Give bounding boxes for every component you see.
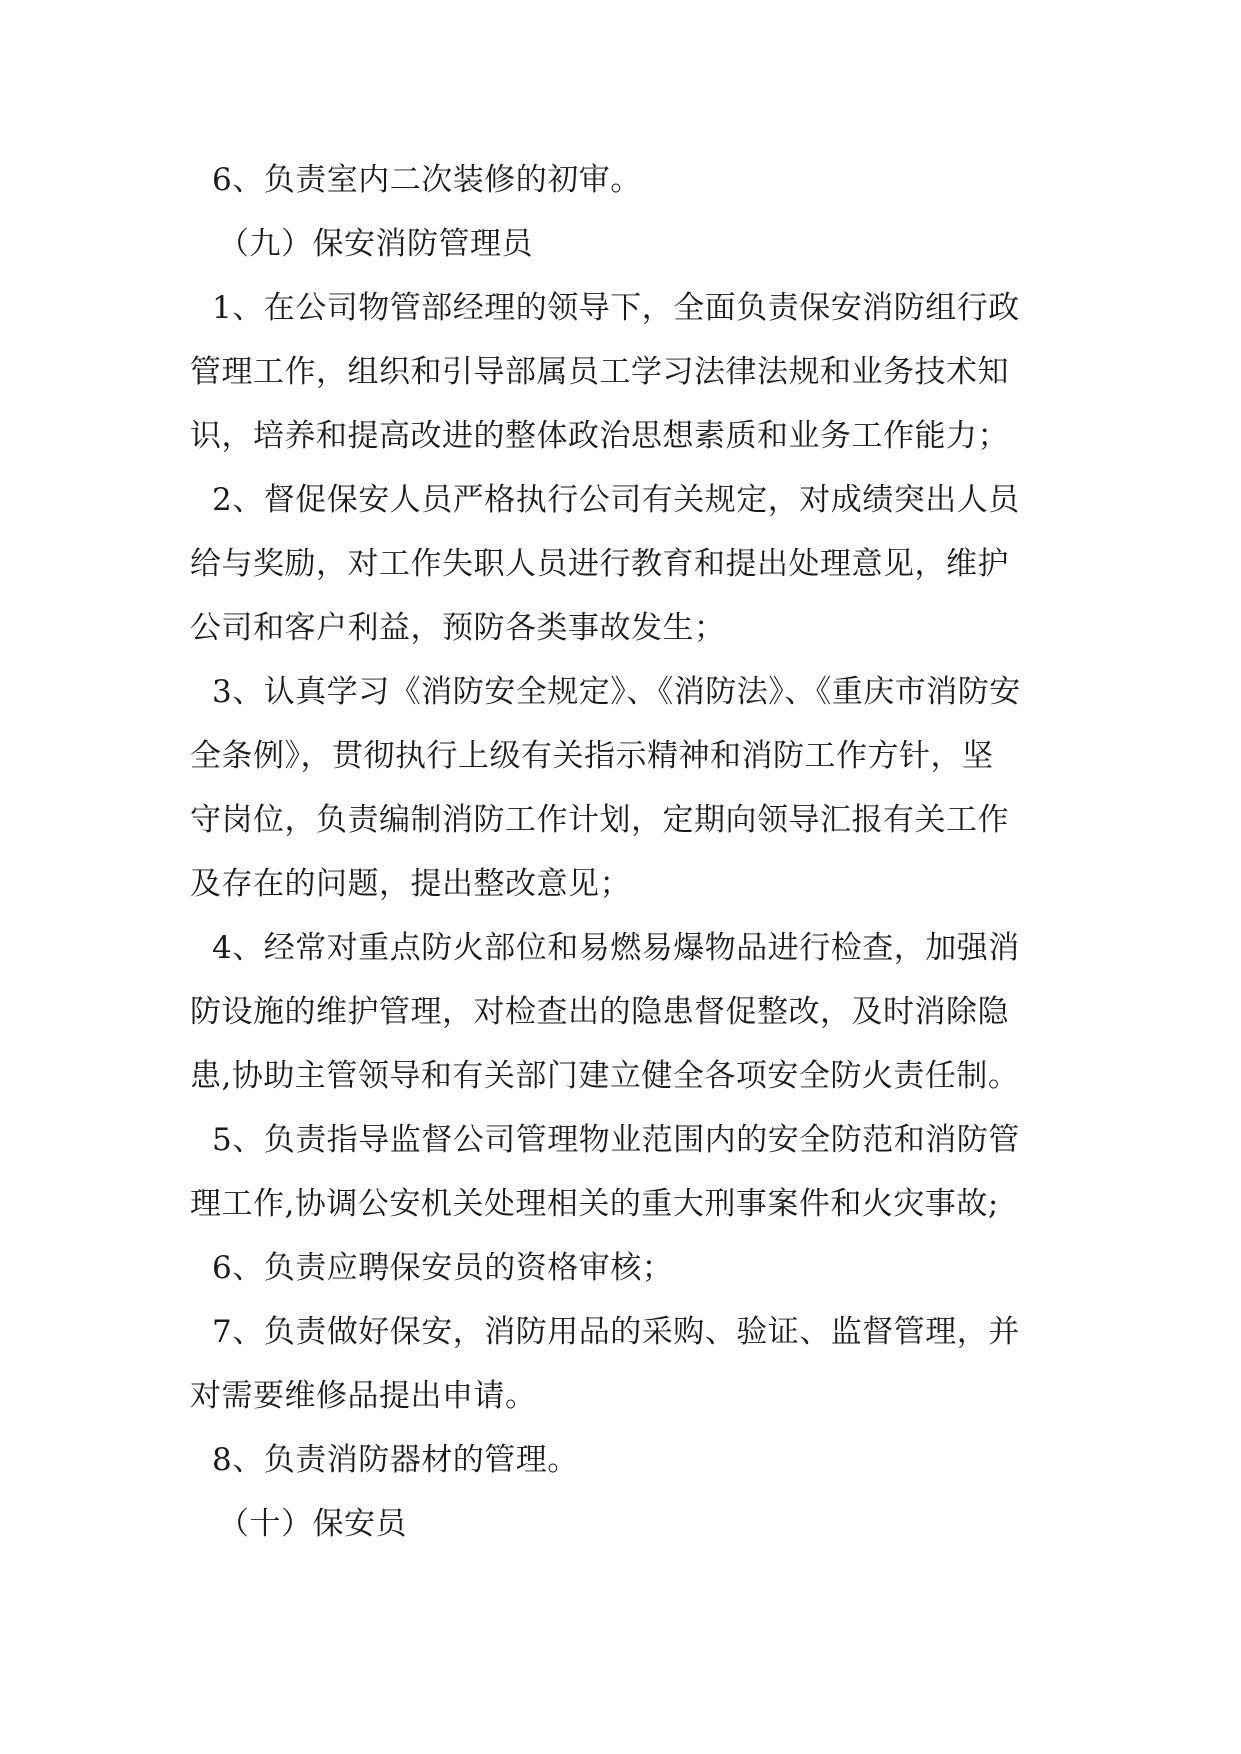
list-item-continuation: 管理工作，组织和引导部属员工学习法律法规和业务技术知 bbox=[190, 354, 1009, 390]
list-item-continuation: 全条例》，贯彻执行上级有关指示精神和消防工作方针，坚 bbox=[190, 738, 994, 774]
list-item-continuation: 守岗位，负责编制消防工作计划，定期向领导汇报有关工作 bbox=[190, 802, 1009, 838]
list-item-continuation: 患,协助主管领导和有关部门建立健全各项安全防火责任制。 bbox=[190, 1058, 1020, 1094]
list-item-continuation: 给与奖励，对工作失职人员进行教育和提出处理意见，维护 bbox=[190, 546, 1009, 582]
list-item-continuation: 识，培养和提高改进的整体政治思想素质和业务工作能力； bbox=[190, 418, 1009, 454]
section-heading: （十）保安员 bbox=[218, 1506, 407, 1542]
section-heading: （九）保安消防管理员 bbox=[218, 226, 533, 262]
list-item: 2、督促保安人员严格执行公司有关规定，对成绩突出人员 bbox=[212, 482, 1020, 518]
list-item-continuation: 公司和客户利益，预防各类事故发生； bbox=[190, 610, 726, 646]
list-item: 3、认真学习《消防安全规定》、《消防法》、《重庆市消防安 bbox=[212, 674, 1021, 710]
list-item-continuation: 防设施的维护管理，对检查出的隐患督促整改，及时消除隐 bbox=[190, 994, 1009, 1030]
list-item-continuation: 理工作,协调公安机关处理相关的重大刑事案件和火灾事故; bbox=[190, 1186, 999, 1222]
list-item: 7、负责做好保安，消防用品的采购、验证、监督管理，并 bbox=[212, 1314, 1020, 1350]
list-item: 4、经常对重点防火部位和易燃易爆物品进行检查，加强消 bbox=[212, 930, 1020, 966]
list-item: 6、负责室内二次装修的初审。 bbox=[212, 162, 642, 198]
list-item-continuation: 及存在的问题，提出整改意见； bbox=[190, 866, 631, 902]
list-item: 1、在公司物管部经理的领导下，全面负责保安消防组行政 bbox=[212, 290, 1020, 326]
list-item: 8、负责消防器材的管理。 bbox=[212, 1442, 579, 1478]
list-item: 5、负责指导监督公司管理物业范围内的安全防范和消防管 bbox=[212, 1122, 1020, 1158]
list-item: 6、负责应聘保安员的资格审核； bbox=[212, 1250, 674, 1286]
list-item-continuation: 对需要维修品提出申请。 bbox=[190, 1378, 537, 1414]
